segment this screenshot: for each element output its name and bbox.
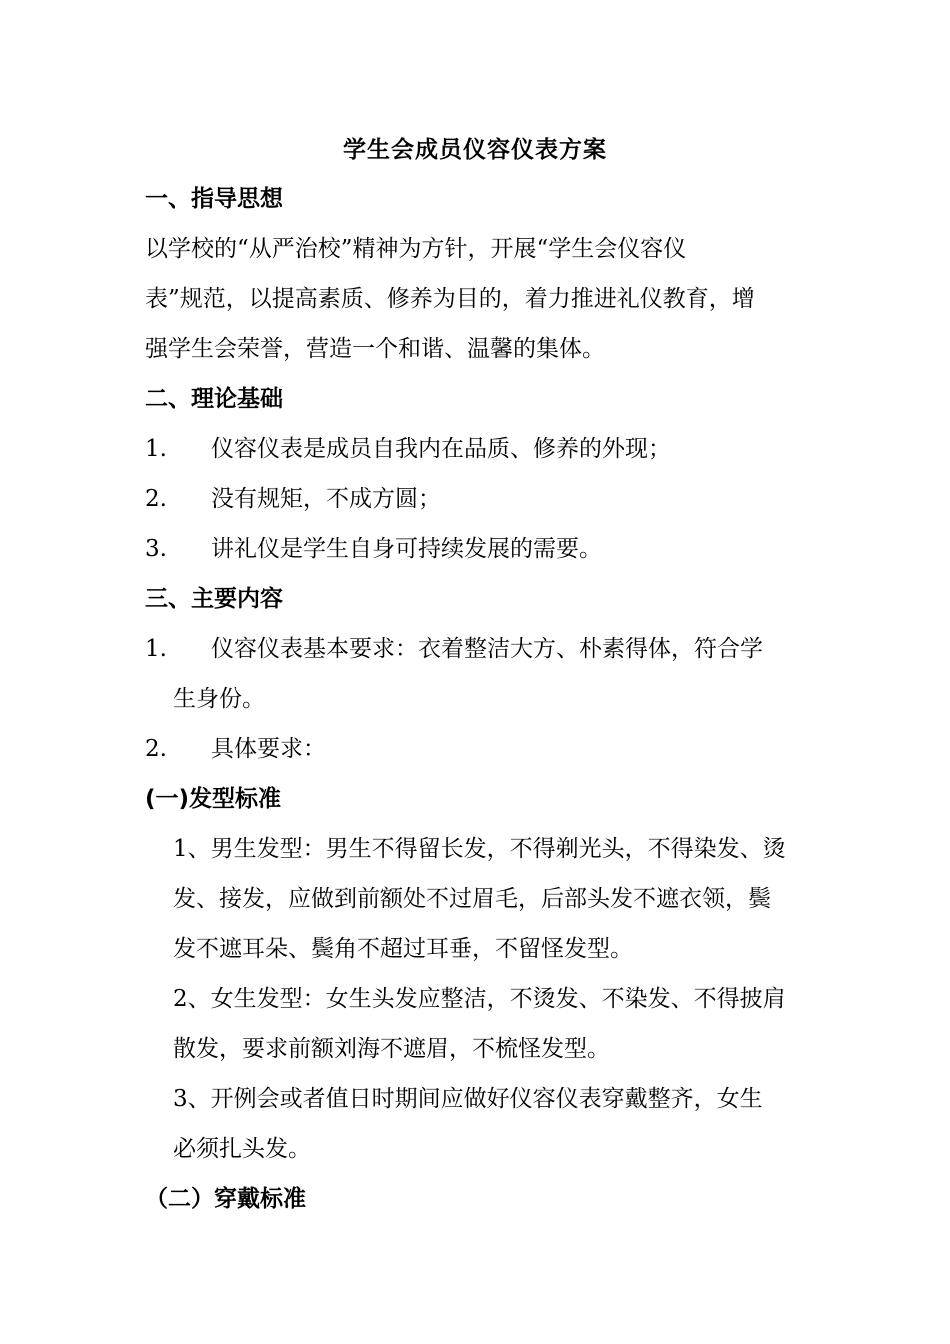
paragraph-line: 以学校的“从严治校”精神为方针，开展“学生会仪容仪 bbox=[145, 236, 687, 262]
list-number: 1. bbox=[145, 636, 167, 662]
subsection-heading-hair: (一)发型标准 bbox=[145, 786, 282, 812]
paragraph-line: 散发，要求前额刘海不遮眉，不梳怪发型。 bbox=[173, 1036, 610, 1062]
paragraph-line: 1、男生发型：男生不得留长发，不得剃光头，不得染发、烫 bbox=[173, 836, 786, 862]
list-text: 仪容仪表是成员自我内在品质、修养的外现； bbox=[211, 436, 671, 462]
list-item bbox=[145, 484, 441, 514]
paragraph-line: 发不遮耳朵、鬓角不超过耳垂，不留怪发型。 bbox=[173, 936, 633, 962]
list-item-continuation: 生身份。 bbox=[173, 686, 265, 712]
list-item bbox=[145, 434, 671, 464]
paragraph-line: 必须扎头发。 bbox=[173, 1136, 311, 1162]
list-number: 3. bbox=[145, 536, 167, 562]
paragraph-line: 2、女生发型：女生头发应整洁，不烫发、不染发、不得披肩 bbox=[173, 986, 786, 1012]
document-title: 学生会成员仪容仪表方案 bbox=[343, 137, 607, 163]
paragraph-line: 强学生会荣誉，营造一个和谐、温馨的集体。 bbox=[145, 336, 605, 362]
list-number: 2. bbox=[145, 736, 167, 762]
section-heading-guiding-ideology: 一、指导思想 bbox=[145, 186, 283, 212]
paragraph-line: 3、开例会或者值日时期间应做好仪容仪表穿戴整齐，女生 bbox=[173, 1086, 763, 1112]
list-item bbox=[145, 534, 602, 564]
list-item bbox=[145, 634, 763, 664]
list-number: 1. bbox=[145, 436, 167, 462]
list-number: 2. bbox=[145, 486, 167, 512]
paragraph-line: 发、接发，应做到前额处不过眉毛，后部头发不遮衣领，鬓 bbox=[173, 886, 771, 912]
list-item bbox=[145, 734, 326, 764]
list-text: 没有规矩，不成方圆； bbox=[211, 486, 441, 512]
paragraph-line: 表”规范，以提高素质、修养为目的，着力推进礼仪教育，增 bbox=[145, 286, 755, 312]
section-heading-main-content: 三、主要内容 bbox=[145, 586, 283, 612]
subsection-heading-attire: （二）穿戴标准 bbox=[145, 1186, 306, 1212]
section-heading-theory: 二、理论基础 bbox=[145, 386, 283, 412]
list-text: 讲礼仪是学生自身可持续发展的需要。 bbox=[211, 536, 602, 562]
list-text: 具体要求： bbox=[211, 736, 326, 762]
list-text: 仪容仪表基本要求：衣着整洁大方、朴素得体，符合学 bbox=[211, 636, 763, 662]
